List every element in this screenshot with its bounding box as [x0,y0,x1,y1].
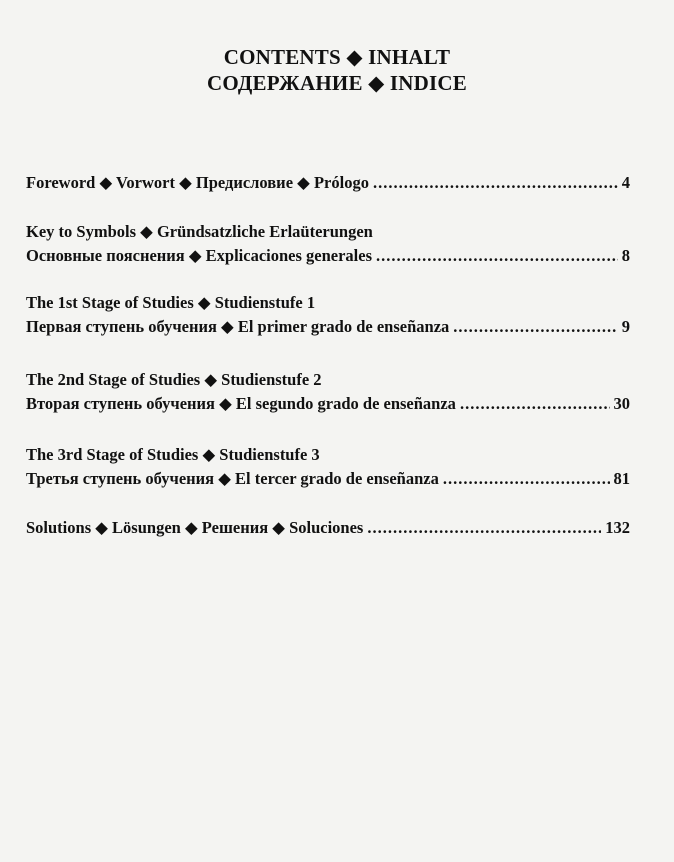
toc-entry-stage-2 [26,368,630,416]
toc-page-number: 9 [621,317,630,336]
toc-leader-dots [373,171,618,195]
toc-label-line-1: The 2nd Stage of Studies ◆ Studienstufe 2 [26,370,322,389]
toc-page-number: 30 [613,394,630,413]
toc-entry-stage-3 [26,443,630,491]
toc-entry-key-to-symbols [26,220,630,268]
toc-entry-solutions [26,516,630,540]
toc-label-line-1: Key to Symbols ◆ Gründsatzliche Erlaüterungen [26,222,373,241]
toc-label-line-1: The 3rd Stage of Studies ◆ Studienstufe 3 [26,445,320,464]
toc-page-number: 8 [621,246,630,265]
toc-entry-foreword [26,171,630,195]
toc-leader-dots [367,516,601,540]
toc-label-line-1: The 1st Stage of Studies ◆ Studienstufe 1 [26,293,316,312]
toc-page-number: 81 [613,469,630,488]
toc-label: Foreword ◆ Vorwort ◆ Предисловие ◆ Prólogo [26,173,369,192]
toc-page-number: 132 [605,518,630,537]
page-title-line-2: СОДЕРЖАНИЕ ◆ INDICE [207,71,467,95]
toc-label: Solutions ◆ Lösungen ◆ Решения ◆ Soluciones [26,518,364,537]
toc-label-line-2: Первая ступень обучения ◆ El primer grado de enseñanza [26,317,450,336]
toc-leader-dots [453,315,617,339]
toc-label-line-2: Вторая ступень обучения ◆ El segundo grado de enseñanza [26,394,456,413]
toc-page-number: 4 [621,173,630,192]
toc-label-line-2: Основные пояснения ◆ Explicaciones generales [26,246,373,265]
toc-leader-dots [443,467,610,491]
toc-leader-dots [460,392,610,416]
toc-entry-stage-1 [26,291,630,339]
page-title-line-1: CONTENTS ◆ INHALT [223,45,451,69]
toc-label-line-2: Третья ступень обучения ◆ El tercer grado de enseñanza [26,469,439,488]
toc-leader-dots [376,244,618,268]
